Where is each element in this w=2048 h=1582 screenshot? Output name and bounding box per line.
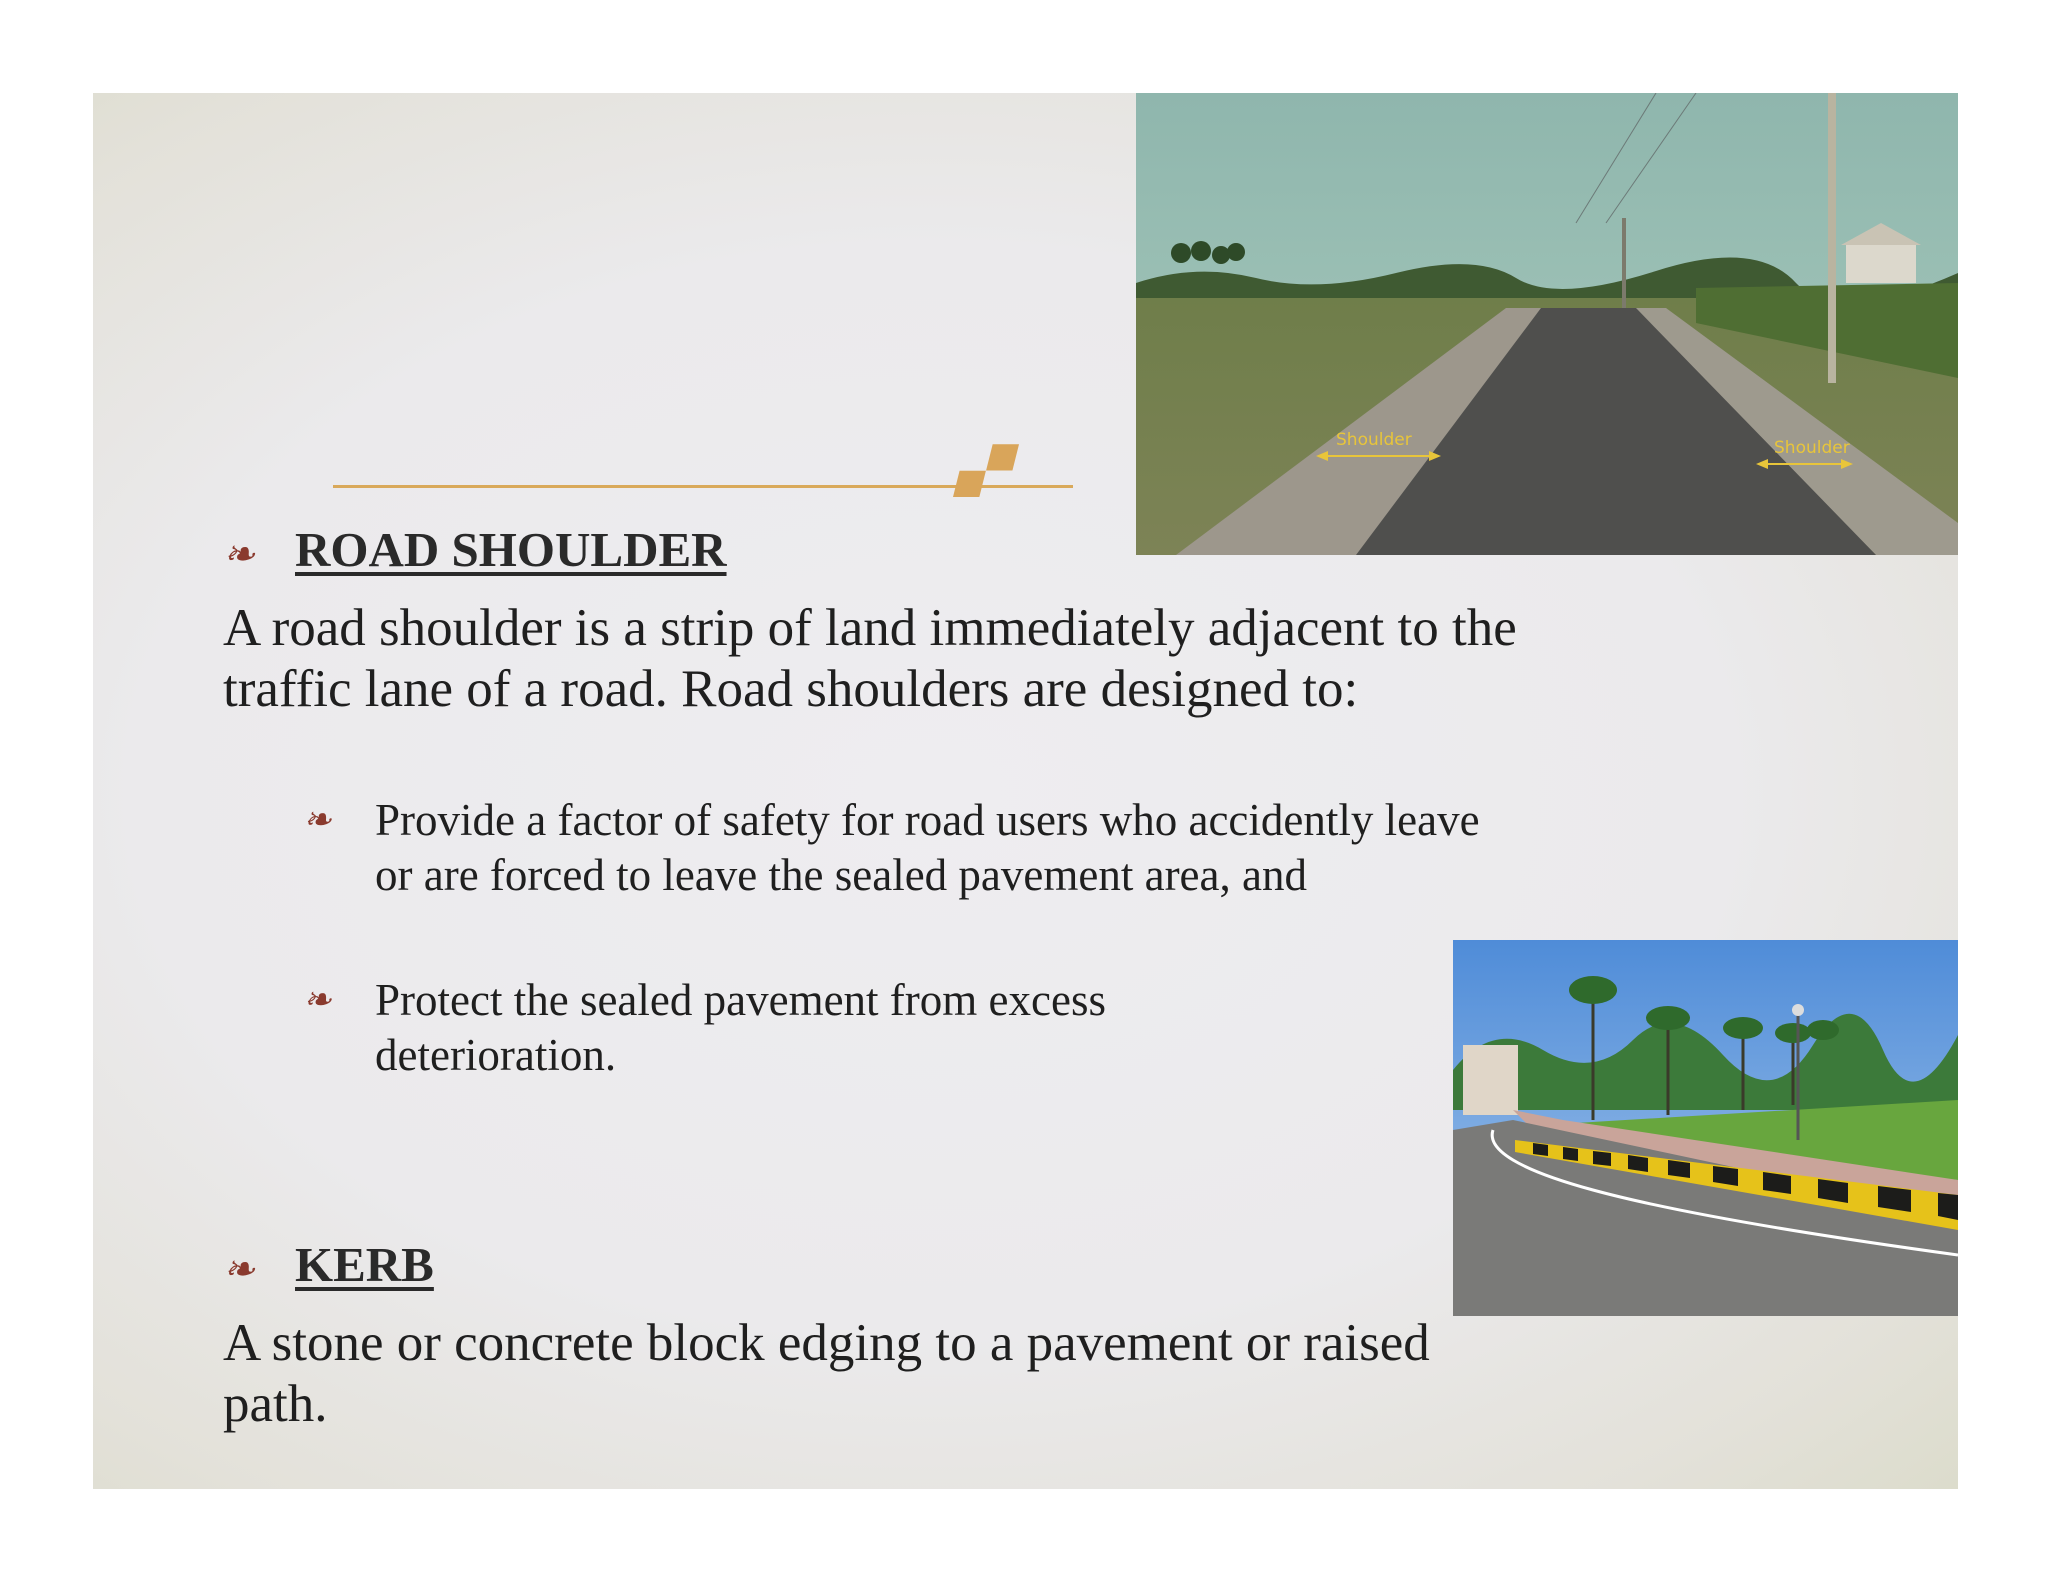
shoulder-label-right: Shoulder bbox=[1774, 438, 1850, 458]
bullet-icon: ❧ bbox=[223, 1249, 255, 1292]
bullet-icon: ❧ bbox=[303, 982, 332, 1019]
kerb-heading bbox=[223, 1236, 434, 1293]
slide bbox=[93, 93, 1958, 1489]
shoulder-bullet-1 bbox=[303, 793, 1523, 963]
road-shoulder-heading bbox=[223, 521, 727, 578]
shoulder-bullet-2 bbox=[303, 973, 1323, 1093]
shoulder-bullet-2-text: Protect the sealed pavement from excess deterioration. bbox=[375, 975, 1106, 1080]
road-shoulder-title: ROAD SHOULDER bbox=[295, 522, 727, 577]
flourish-icon: 🙾 bbox=[953, 415, 1006, 518]
road-shoulder-paragraph: A road shoulder is a strip of land immediately adjacent to the traffic lane of a road. Road shoulders are designed to: bbox=[223, 599, 1517, 718]
shoulder-bullet-1-text: Provide a factor of safety for road users who accidently leave or are forced to leave the sealed pavement area, and bbox=[375, 795, 1480, 900]
shoulder-label-left: Shoulder bbox=[1336, 430, 1412, 450]
bullet-icon: ❧ bbox=[223, 534, 255, 577]
road-shoulder-photo bbox=[1136, 93, 1958, 555]
bullet-icon: ❧ bbox=[303, 802, 332, 839]
kerb-paragraph: A stone or concrete block edging to a pavement or raised path. bbox=[223, 1314, 1430, 1433]
kerb-title: KERB bbox=[295, 1237, 434, 1292]
kerb-photo bbox=[1453, 940, 1958, 1316]
